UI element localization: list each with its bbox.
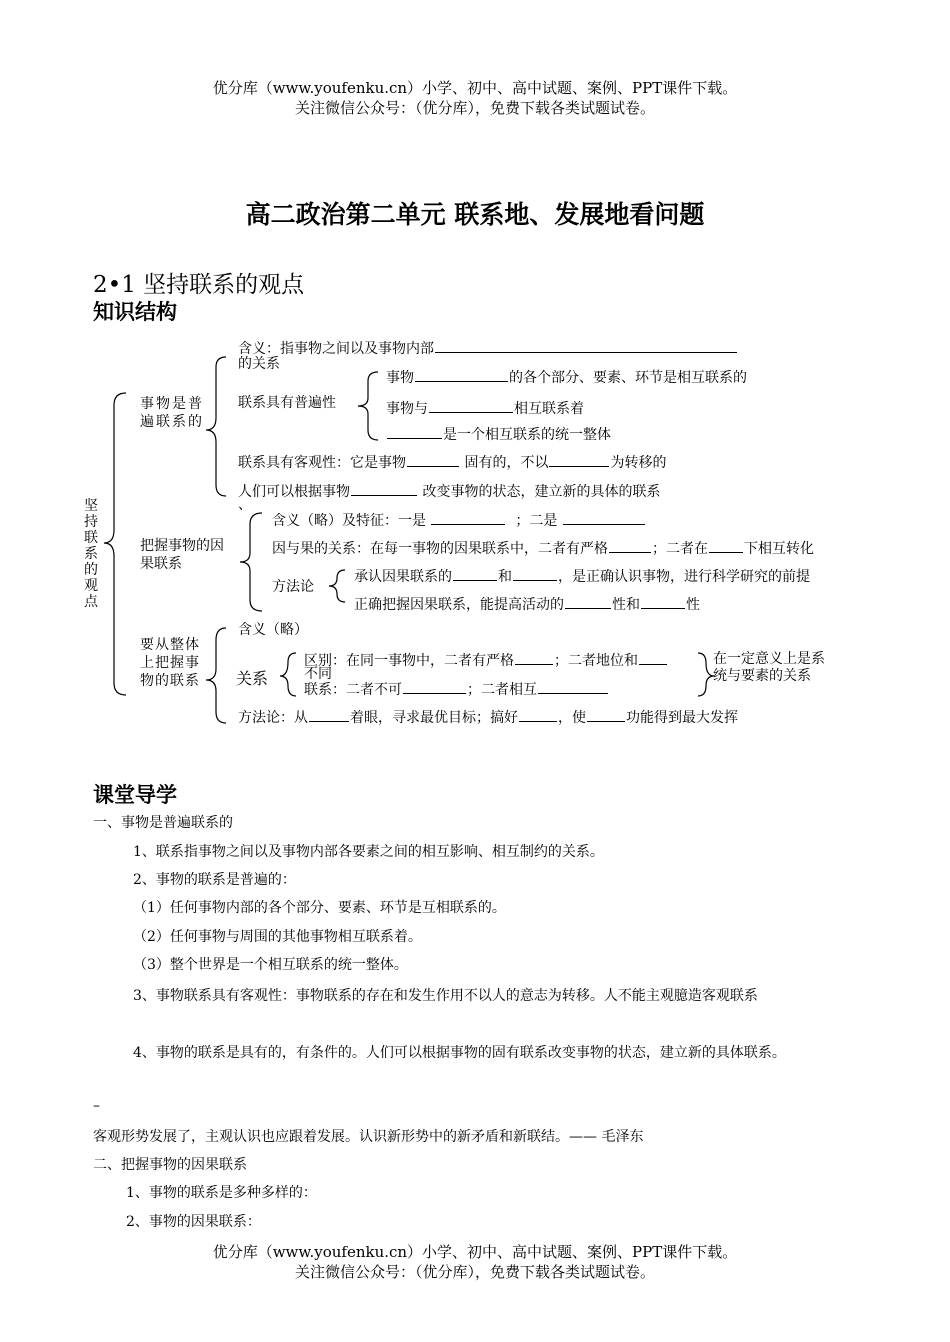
footer-line-2: 关注微信公众号：（优分库），免费下载各类试题试卷。 <box>294 1263 655 1281</box>
relation-label: 关系 <box>236 669 269 688</box>
guide-p2-2: （2）任何事物与周围的其他事物相互联系着。 <box>133 929 422 945</box>
guide-p2-1: （1）任何事物内部的各个部分、要素、环节是互相联系的。 <box>133 900 506 916</box>
guide-q2: 2、事物的因果联系： <box>126 1214 261 1230</box>
guide-p2: 2、事物的联系是普遍的： <box>133 872 296 888</box>
g3-method: 方法论：从 着眼，寻求最优目标；搞好 ，使 功能得到最大发挥 <box>238 707 738 727</box>
universality-item-2: 事物与 相互联系着 <box>386 398 584 418</box>
universality-item-1: 事物 的各个部分、要素、环节是相互联系的 <box>386 367 747 387</box>
relation-side-note: 在一定意义上是系统与要素的关系 <box>713 651 825 684</box>
g1-brace <box>206 357 226 496</box>
guide-heading: 课堂导学 <box>93 783 177 807</box>
g2-relation: 因与果的关系：在每一事物的因果联系中，二者有严格 ；二者在 下相互转化 <box>272 538 814 558</box>
relation-difference: 区别：在同一事物中，二者有严格 ；二者地位和 <box>304 650 668 670</box>
method-item-1: 承认因果联系的 和 ，是正确认识事物，进行科学研究的前提 <box>354 566 810 586</box>
guide-quote: 客观形势发展了，主观认识也应跟着发展。认识新形势中的新矛盾和新联结。—— 毛泽东 <box>93 1129 644 1145</box>
root-brace <box>104 393 126 695</box>
universality-item-3: 是一个相互联系的统一整体 <box>386 424 611 444</box>
header-line-2: 关注微信公众号：（优分库），免费下载各类试题试卷。 <box>294 99 655 117</box>
g1-meaning-tail: 的关系 <box>238 356 280 372</box>
objectivity-tail: 、 <box>238 497 252 513</box>
universality-brace <box>358 372 378 440</box>
guide-p3: 3、事物联系具有客观性：事物联系的存在和发生作用不以人的意志为转移。人不能主观臆造客观联系 <box>133 988 758 1004</box>
relation-difference-tail: 不同 <box>304 666 332 682</box>
conditionality: 人们可以根据事物 改变事物的状态，建立新的具体的联系 <box>238 481 660 501</box>
page-title: 高二政治第二单元 联系地、发展地看问题 <box>245 200 705 229</box>
method-brace <box>329 570 345 602</box>
knowledge-heading: 知识结构 <box>93 300 177 324</box>
method-item-2: 正确把握因果联系，能提高活动的 性和 性 <box>354 594 700 614</box>
guide-q1: 1、事物的联系是多种多样的： <box>126 1185 317 1201</box>
relation-right-brace <box>698 653 714 696</box>
g2-brace <box>240 513 262 611</box>
footer-line-1: 优分库（www.youfenku.cn）小学、初中、高中试题、案例、PPT课件下载。 <box>212 1243 738 1261</box>
guide-dash: – <box>93 1098 100 1114</box>
root-label: 坚持联系的观点 <box>84 498 98 610</box>
relation-brace <box>280 653 296 696</box>
method-label: 方法论 <box>272 579 314 595</box>
g1-meaning: 含义：指事物之间以及事物内部 <box>238 338 738 358</box>
universality-label: 联系具有普遍性 <box>238 395 336 411</box>
relation-connection: 联系：二者不可 ；二者相互 <box>304 679 609 699</box>
g3-label: 要从整体上把握事物的联系 <box>140 637 200 689</box>
guide-section-1: 一、事物是普遍联系的 <box>93 815 233 831</box>
section-title: 2•1 坚持联系的观点 <box>93 272 305 298</box>
guide-p4: 4、事物的联系是具有的，有条件的。人们可以根据事物的固有联系改变事物的状态，建立新的具体联系。 <box>133 1045 786 1061</box>
g2-label: 把握事物的因果联系 <box>140 538 224 572</box>
guide-p2-3: （3）整个世界是一个相互联系的统一整体。 <box>133 957 408 973</box>
objectivity: 联系具有客观性：它是事物 固有的，不以 为转移的 <box>238 452 666 472</box>
guide-section-2: 二、把握事物的因果联系 <box>93 1157 247 1173</box>
g3-meaning: 含义（略） <box>238 622 308 638</box>
g1-label: 事物是普遍联系的 <box>140 396 204 430</box>
g2-meaning: 含义（略）及特征：一是 ；二是 <box>272 510 646 530</box>
header-line-1: 优分库（www.youfenku.cn）小学、初中、高中试题、案例、PPT课件下载。 <box>212 79 738 97</box>
guide-p1: 1、联系指事物之间以及事物内部各要素之间的相互影响、相互制约的关系。 <box>133 844 604 860</box>
